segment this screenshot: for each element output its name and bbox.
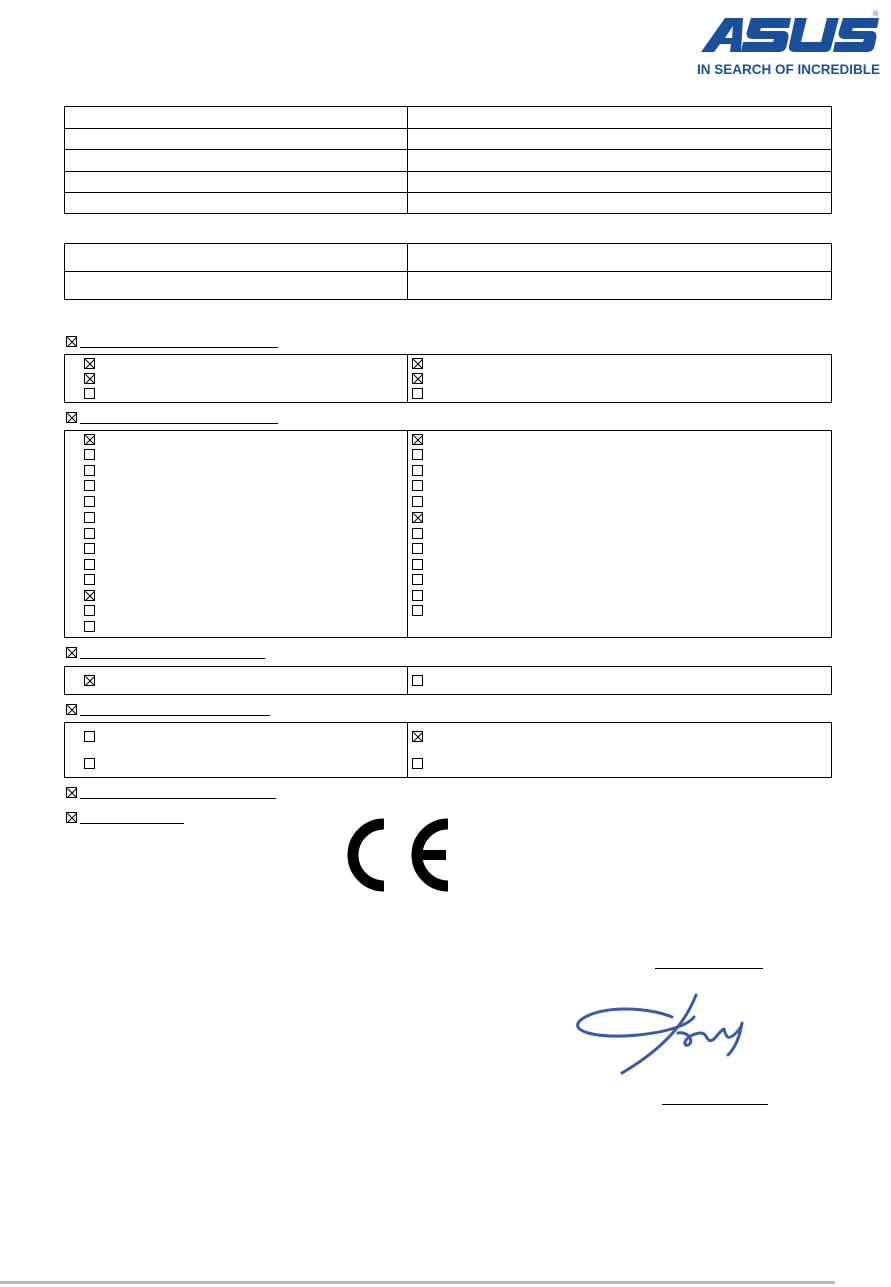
asus-logo xyxy=(695,8,880,80)
section-4-title-line xyxy=(80,715,270,716)
section-5-header xyxy=(64,785,278,801)
section-2-row-3-left-checkbox[interactable] xyxy=(84,465,95,476)
section-3-group xyxy=(64,666,832,695)
handwritten-signature xyxy=(568,975,763,1080)
section-6-checkbox[interactable] xyxy=(66,812,77,823)
section-4-header xyxy=(64,702,272,718)
section-1-checkbox[interactable] xyxy=(66,336,77,347)
ce-mark-icon xyxy=(344,818,454,892)
section-2-row-2-left-checkbox[interactable] xyxy=(84,449,95,460)
section-2-row-2-right-checkbox[interactable] xyxy=(412,449,423,460)
section-2-row-7-left-checkbox[interactable] xyxy=(84,528,95,539)
table-cell xyxy=(408,244,832,272)
section-2-row-5-left-checkbox[interactable] xyxy=(84,496,95,507)
logo-tagline: IN SEARCH OF INCREDIBLE xyxy=(697,62,880,77)
section-2-row-8-left-checkbox[interactable] xyxy=(84,543,95,554)
section-5-checkbox[interactable] xyxy=(66,787,77,798)
section-3-row-1-right-checkbox[interactable] xyxy=(412,675,423,686)
section-2-row-7-right-checkbox[interactable] xyxy=(412,528,423,539)
section-2-row-12-right-checkbox[interactable] xyxy=(412,605,423,616)
section-4-group xyxy=(64,722,832,778)
section-2-header xyxy=(64,410,278,426)
section-1-header xyxy=(64,334,278,350)
svg-text:®: ® xyxy=(873,11,879,18)
info-table-2 xyxy=(64,243,832,300)
section-2-title-line xyxy=(80,423,278,424)
section-1-row-2-left-checkbox[interactable] xyxy=(84,373,95,384)
section-2-row-6-right-checkbox[interactable] xyxy=(412,512,423,523)
table-cell xyxy=(65,172,408,193)
section-5-title-line xyxy=(80,798,276,799)
table-cell xyxy=(65,244,408,272)
section-2-row-10-left-checkbox[interactable] xyxy=(84,574,95,585)
table-cell xyxy=(65,150,408,172)
section-2-row-11-left-checkbox[interactable] xyxy=(84,590,95,601)
section-2-row-9-left-checkbox[interactable] xyxy=(84,559,95,570)
table-cell xyxy=(408,172,832,193)
section-2-row-9-right-checkbox[interactable] xyxy=(412,559,423,570)
section-2-row-6-left-checkbox[interactable] xyxy=(84,512,95,523)
table-row xyxy=(65,193,832,214)
table-row xyxy=(65,172,832,193)
section-4-row-2-left-checkbox[interactable] xyxy=(84,758,95,769)
section-2-row-4-left-checkbox[interactable] xyxy=(84,480,95,491)
section-3-checkbox[interactable] xyxy=(66,647,77,658)
section-2-row-12-left-checkbox[interactable] xyxy=(84,605,95,616)
section-3-row-1-left-checkbox[interactable] xyxy=(84,675,95,686)
section-2-group xyxy=(64,430,832,638)
table-cell xyxy=(408,150,832,172)
section-6-title-line xyxy=(80,823,184,824)
section-4-checkbox[interactable] xyxy=(66,704,77,715)
table-cell xyxy=(408,107,832,129)
table-row xyxy=(65,129,832,150)
table-row xyxy=(65,272,832,300)
section-2-row-8-right-checkbox[interactable] xyxy=(412,543,423,554)
date-line xyxy=(655,968,763,969)
table-row xyxy=(65,107,832,129)
section-2-row-10-right-checkbox[interactable] xyxy=(412,574,423,585)
section-2-checkbox[interactable] xyxy=(66,412,77,423)
table-cell xyxy=(65,193,408,214)
table-cell xyxy=(408,272,832,300)
section-2-row-1-right-checkbox[interactable] xyxy=(412,434,423,445)
table-cell xyxy=(408,193,832,214)
table-cell xyxy=(65,129,408,150)
section-4-row-1-left-checkbox[interactable] xyxy=(84,731,95,742)
section-2-row-1-left-checkbox[interactable] xyxy=(84,434,95,445)
table-cell xyxy=(408,129,832,150)
section-1-row-3-left-checkbox[interactable] xyxy=(84,388,95,399)
section-2-row-11-right-checkbox[interactable] xyxy=(412,590,423,601)
asus-logo-icon xyxy=(695,8,880,80)
section-3-header xyxy=(64,645,266,661)
section-2-row-13-left-checkbox[interactable] xyxy=(84,621,95,632)
table-cell xyxy=(65,272,408,300)
section-2-row-4-right-checkbox[interactable] xyxy=(412,480,423,491)
signature-line xyxy=(662,1104,768,1105)
table-row xyxy=(65,150,832,172)
section-1-row-2-right-checkbox[interactable] xyxy=(412,373,423,384)
section-2-row-3-right-checkbox[interactable] xyxy=(412,465,423,476)
section-6-header xyxy=(64,810,186,826)
section-1-group xyxy=(64,354,832,403)
section-1-row-3-right-checkbox[interactable] xyxy=(412,388,423,399)
section-1-row-1-right-checkbox[interactable] xyxy=(412,358,423,369)
info-table-1 xyxy=(64,106,832,214)
table-row xyxy=(65,244,832,272)
footer-rule xyxy=(0,1281,835,1284)
section-2-row-5-right-checkbox[interactable] xyxy=(412,496,423,507)
section-1-title-line xyxy=(80,347,278,348)
section-4-row-1-right-checkbox[interactable] xyxy=(412,731,423,742)
section-4-row-2-right-checkbox[interactable] xyxy=(412,758,423,769)
table-cell xyxy=(65,107,408,129)
section-1-row-1-left-checkbox[interactable] xyxy=(84,358,95,369)
section-3-title-line xyxy=(80,658,265,659)
